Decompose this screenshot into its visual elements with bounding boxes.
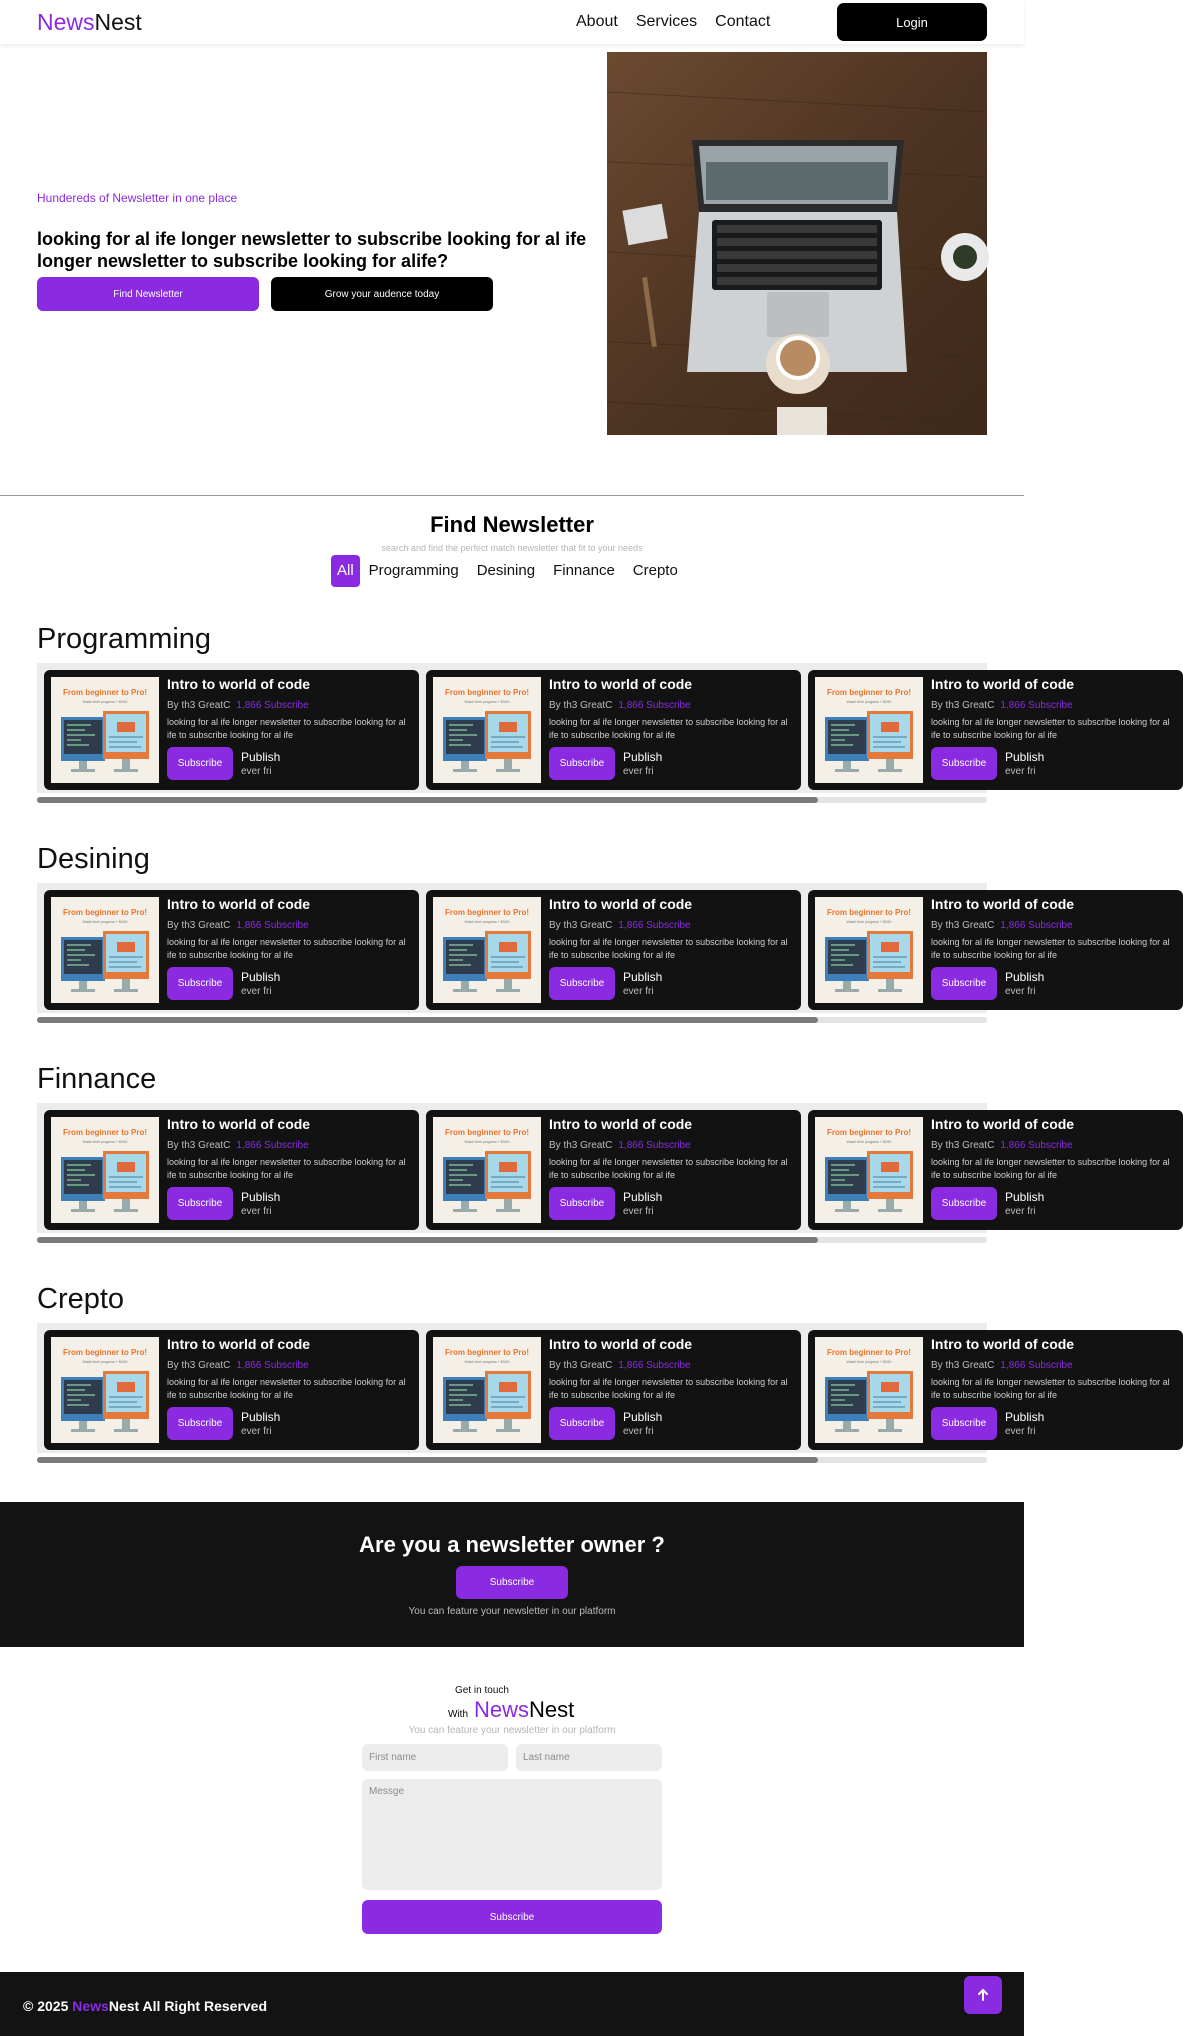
card-subscribe-button[interactable]: Subscribe: [931, 967, 997, 1000]
card-publish-label: Publish: [241, 750, 281, 764]
section-divider: [0, 495, 1024, 496]
newsletter-thumbnail: [51, 1117, 159, 1223]
newsletter-thumbnail: [815, 897, 923, 1003]
thumb-sub: Watch their progress + 80/40: [82, 920, 128, 924]
category-title: Programming: [37, 623, 212, 655]
newsletter-card[interactable]: [808, 670, 1183, 790]
card-publish-label: Publish: [623, 970, 663, 984]
card-publish-label: Publish: [241, 970, 281, 984]
card-subscribe-button[interactable]: Subscribe: [549, 1407, 615, 1440]
category-title: Crepto: [37, 1283, 125, 1315]
card-frequency: ever fri: [623, 1206, 654, 1217]
grow-audience-button[interactable]: Grow your audence today: [271, 277, 493, 311]
card-subscribe-button[interactable]: Subscribe: [167, 747, 233, 780]
owner-title: Are you a newsletter owner ?: [359, 1532, 665, 1557]
filter-crepto[interactable]: Crepto: [632, 562, 678, 579]
thumb-heading: From beginner to Pro!: [63, 688, 147, 697]
login-button[interactable]: Login: [837, 3, 987, 41]
carousel-scrollbar[interactable]: [37, 1017, 987, 1023]
card-title: Intro to world of code: [167, 676, 311, 692]
newsletter-card[interactable]: [808, 890, 1183, 1010]
hero-laptop-image: [607, 52, 987, 435]
card-description: looking for al ife longer newsletter to subscribe looking for al ife to subscribe looking for al ife: [549, 1157, 788, 1180]
card-subscribe-button[interactable]: Subscribe: [549, 747, 615, 780]
card-frequency: ever fri: [1005, 766, 1036, 777]
card-title: Intro to world of code: [931, 676, 1075, 692]
logo-news: News: [37, 9, 95, 35]
contact-subscribe-button[interactable]: Subscribe: [362, 1900, 662, 1934]
card-byline: [549, 1140, 691, 1151]
card-publish-label: Publish: [241, 1410, 281, 1424]
newsletter-carousel[interactable]: [37, 663, 1170, 793]
card-description: looking for al ife longer newsletter to subscribe looking for al ife to subscribe looking for al ife: [931, 1157, 1170, 1180]
thumb-heading: From beginner to Pro!: [63, 908, 147, 917]
card-frequency: ever fri: [1005, 1206, 1036, 1217]
card-frequency: ever fri: [241, 986, 272, 997]
logo[interactable]: [37, 9, 142, 36]
carousel-scrollbar[interactable]: [37, 1237, 987, 1243]
thumb-heading: From beginner to Pro!: [445, 1128, 529, 1137]
card-frequency: ever fri: [241, 766, 272, 777]
card-publish-label: Publish: [1005, 1410, 1045, 1424]
category-title: Desining: [37, 843, 150, 875]
card-frequency: ever fri: [623, 766, 654, 777]
nav-links: [576, 13, 770, 31]
with-label: With: [448, 1709, 468, 1720]
newsletter-carousel[interactable]: [37, 1103, 1170, 1233]
card-description: looking for al ife longer newsletter to subscribe looking for al ife to subscribe looking for al ife: [167, 717, 406, 740]
newsletter-thumbnail: [433, 897, 541, 1003]
carousel-scrollbar[interactable]: [37, 797, 987, 803]
category-desining: [0, 843, 1170, 1033]
filter-all[interactable]: All: [331, 555, 360, 587]
newsletter-card[interactable]: [426, 1110, 801, 1230]
card-author: By th3 GreatC: [549, 700, 613, 711]
thumb-sub: Watch their progress + 80/40: [846, 920, 892, 924]
newsletter-carousel[interactable]: [37, 1323, 1170, 1453]
thumb-heading: From beginner to Pro!: [445, 1348, 529, 1357]
owner-subscribe-button[interactable]: Subscribe: [456, 1566, 568, 1599]
newsletter-card[interactable]: [808, 1330, 1183, 1450]
thumb-sub: Watch their progress + 80/40: [82, 700, 128, 704]
card-author: By th3 GreatC: [167, 1360, 231, 1371]
card-publish-label: Publish: [623, 750, 663, 764]
arrow-up-icon: [976, 1988, 990, 2002]
thumb-sub: Watch their progress + 80/40: [846, 1360, 892, 1364]
newsletter-thumbnail: [815, 677, 923, 783]
thumb-heading: From beginner to Pro!: [827, 688, 911, 697]
newsletter-thumbnail: [51, 1337, 159, 1443]
category-crepto: [0, 1283, 1170, 1473]
card-description: looking for al ife longer newsletter to subscribe looking for al ife to subscribe looking for al ife: [549, 717, 788, 740]
card-subscribe-button[interactable]: Subscribe: [549, 967, 615, 1000]
card-frequency: ever fri: [1005, 1426, 1036, 1437]
thumb-sub: Watch their progress + 80/40: [464, 920, 510, 924]
card-description: looking for al ife longer newsletter to subscribe looking for al ife to subscribe looking for al ife: [167, 1377, 406, 1400]
newsletter-thumbnail: [815, 1337, 923, 1443]
card-author: By th3 GreatC: [931, 1140, 995, 1151]
card-subscribe-button[interactable]: Subscribe: [167, 1407, 233, 1440]
card-title: Intro to world of code: [167, 1336, 311, 1352]
card-subscriber-count: 1,866 Subscribe: [236, 700, 309, 711]
card-subscribe-button[interactable]: Subscribe: [931, 1407, 997, 1440]
newsletter-card[interactable]: [44, 890, 419, 1010]
thumb-heading: From beginner to Pro!: [63, 1128, 147, 1137]
card-title: Intro to world of code: [931, 1116, 1075, 1132]
card-subscriber-count: 1,866 Subscribe: [236, 920, 309, 931]
carousel-scrollbar[interactable]: [37, 1457, 987, 1463]
category-title: Finnance: [37, 1063, 157, 1095]
first-name-field[interactable]: [362, 1744, 508, 1771]
card-subscriber-count: 1,866 Subscribe: [618, 1140, 691, 1151]
newsletter-card[interactable]: [426, 670, 801, 790]
card-publish-label: Publish: [1005, 750, 1045, 764]
newsletter-thumbnail: [51, 897, 159, 1003]
card-byline: [549, 920, 691, 931]
category-programming: [0, 623, 1170, 813]
contact-subtitle: You can feature your newsletter in our platform: [408, 1725, 616, 1736]
card-frequency: ever fri: [623, 986, 654, 997]
card-byline: [931, 920, 1073, 931]
card-subscriber-count: 1,866 Subscribe: [618, 1360, 691, 1371]
nav-link-services[interactable]: Services: [635, 13, 698, 30]
card-author: By th3 GreatC: [167, 700, 231, 711]
thumb-sub: Watch their progress + 80/40: [82, 1360, 128, 1364]
thumb-heading: From beginner to Pro!: [827, 1348, 911, 1357]
message-field[interactable]: [362, 1779, 662, 1890]
card-author: By th3 GreatC: [931, 920, 995, 931]
card-subscriber-count: 1,866 Subscribe: [1000, 1360, 1073, 1371]
card-subscriber-count: 1,866 Subscribe: [236, 1140, 309, 1151]
card-byline: [549, 1360, 691, 1371]
card-author: By th3 GreatC: [549, 920, 613, 931]
find-subtitle: search and find the perfect match newsletter that fit to your needs: [381, 543, 643, 553]
contact-brand-news: News: [474, 1697, 530, 1722]
owner-banner: [0, 1502, 1024, 1647]
contact-brand-row: [448, 1697, 574, 1723]
find-title: Find Newsletter: [430, 512, 594, 537]
newsletter-card[interactable]: [426, 1330, 801, 1450]
card-publish-label: Publish: [623, 1190, 663, 1204]
card-title: Intro to world of code: [549, 896, 693, 912]
thumb-sub: Watch their progress + 80/40: [464, 1360, 510, 1364]
card-publish-label: Publish: [623, 1410, 663, 1424]
card-byline: [931, 700, 1073, 711]
card-subscribe-button[interactable]: Subscribe: [167, 967, 233, 1000]
newsletter-card[interactable]: [44, 670, 419, 790]
contact-brand-nest: Nest: [529, 1697, 575, 1722]
hero-tagline: Hundereds of Newsletter in one place: [37, 191, 238, 205]
scrollbar-thumb[interactable]: [37, 1237, 818, 1243]
scrollbar-thumb[interactable]: [37, 797, 818, 803]
card-title: Intro to world of code: [549, 676, 693, 692]
thumb-sub: Watch their progress + 80/40: [464, 700, 510, 704]
category-filters: [331, 555, 687, 587]
newsletter-thumbnail: [433, 1337, 541, 1443]
card-description: looking for al ife longer newsletter to subscribe looking for al ife to subscribe looking for al ife: [167, 937, 406, 960]
scroll-top-button[interactable]: [964, 1976, 1002, 2014]
scrollbar-thumb[interactable]: [37, 1457, 818, 1463]
card-subscribe-button[interactable]: Subscribe: [931, 747, 997, 780]
card-publish-label: Publish: [1005, 1190, 1045, 1204]
thumb-sub: Watch their progress + 80/40: [82, 1140, 128, 1144]
card-frequency: ever fri: [1005, 986, 1036, 997]
card-title: Intro to world of code: [549, 1116, 693, 1132]
card-frequency: ever fri: [241, 1206, 272, 1217]
scrollbar-thumb[interactable]: [37, 1017, 818, 1023]
card-author: By th3 GreatC: [549, 1140, 613, 1151]
card-byline: [167, 1360, 309, 1371]
card-frequency: ever fri: [623, 1426, 654, 1437]
filter-desining[interactable]: Desining: [476, 562, 536, 579]
logo-nest: Nest: [94, 9, 142, 35]
card-byline: [549, 700, 691, 711]
card-byline: [167, 1140, 309, 1151]
card-byline: [167, 920, 309, 931]
copyright-suffix: Nest All Right Reserved: [108, 1998, 268, 2014]
card-author: By th3 GreatC: [167, 920, 231, 931]
copyright-brand-news: News: [72, 1998, 109, 2014]
card-title: Intro to world of code: [167, 1116, 311, 1132]
card-author: By th3 GreatC: [931, 700, 995, 711]
copyright-prefix: © 2025: [23, 1998, 73, 2014]
card-author: By th3 GreatC: [167, 1140, 231, 1151]
thumb-heading: From beginner to Pro!: [445, 688, 529, 697]
category-finnance: [0, 1063, 1170, 1253]
card-frequency: ever fri: [241, 1426, 272, 1437]
card-subscribe-button[interactable]: Subscribe: [549, 1187, 615, 1220]
card-subscriber-count: 1,866 Subscribe: [236, 1360, 309, 1371]
newsletter-card[interactable]: [44, 1110, 419, 1230]
contact-brand: [474, 1697, 574, 1723]
hero-title: looking for al ife longer newsletter to subscribe looking for al ife longer newsletter to subscribe looking for alife?: [37, 229, 587, 271]
card-subscribe-button[interactable]: Subscribe: [167, 1187, 233, 1220]
footer: [0, 1972, 1024, 2036]
card-title: Intro to world of code: [931, 1336, 1075, 1352]
thumb-sub: Watch their progress + 80/40: [846, 700, 892, 704]
newsletter-thumbnail: [433, 677, 541, 783]
nav-link-about[interactable]: About: [576, 13, 618, 30]
newsletter-thumbnail: [51, 677, 159, 783]
copyright: [23, 1998, 267, 2014]
card-subscriber-count: 1,866 Subscribe: [1000, 700, 1073, 711]
thumb-heading: From beginner to Pro!: [827, 908, 911, 917]
card-description: looking for al ife longer newsletter to subscribe looking for al ife to subscribe looking for al ife: [931, 717, 1170, 740]
card-description: looking for al ife longer newsletter to subscribe looking for al ife to subscribe looking for al ife: [549, 1377, 788, 1400]
card-title: Intro to world of code: [549, 1336, 693, 1352]
newsletter-card[interactable]: [44, 1330, 419, 1450]
card-subscriber-count: 1,866 Subscribe: [618, 700, 691, 711]
thumb-heading: From beginner to Pro!: [827, 1128, 911, 1137]
card-publish-label: Publish: [1005, 970, 1045, 984]
card-subscriber-count: 1,866 Subscribe: [618, 920, 691, 931]
find-newsletter-button[interactable]: Find Newsletter: [37, 277, 259, 311]
get-in-touch-label: Get in touch: [455, 1685, 509, 1696]
card-byline: [931, 1140, 1073, 1151]
newsletter-thumbnail: [433, 1117, 541, 1223]
thumb-heading: From beginner to Pro!: [63, 1348, 147, 1357]
thumb-sub: Watch their progress + 80/40: [464, 1140, 510, 1144]
top-nav: [0, 0, 1024, 44]
newsletter-card[interactable]: [808, 1110, 1183, 1230]
owner-subtitle: You can feature your newsletter in our platform: [408, 1606, 616, 1617]
card-subscriber-count: 1,866 Subscribe: [1000, 1140, 1073, 1151]
newsletter-card[interactable]: [426, 890, 801, 1010]
card-byline: [167, 700, 309, 711]
card-publish-label: Publish: [241, 1190, 281, 1204]
card-description: looking for al ife longer newsletter to subscribe looking for al ife to subscribe looking for al ife: [549, 937, 788, 960]
card-description: looking for al ife longer newsletter to subscribe looking for al ife to subscribe looking for al ife: [931, 937, 1170, 960]
card-subscriber-count: 1,866 Subscribe: [1000, 920, 1073, 931]
newsletter-thumbnail: [815, 1117, 923, 1223]
card-title: Intro to world of code: [931, 896, 1075, 912]
card-author: By th3 GreatC: [549, 1360, 613, 1371]
card-title: Intro to world of code: [167, 896, 311, 912]
thumb-heading: From beginner to Pro!: [445, 908, 529, 917]
card-author: By th3 GreatC: [931, 1360, 995, 1371]
card-subscribe-button[interactable]: Subscribe: [931, 1187, 997, 1220]
card-description: looking for al ife longer newsletter to subscribe looking for al ife to subscribe looking for al ife: [931, 1377, 1170, 1400]
last-name-field[interactable]: [516, 1744, 662, 1771]
newsletter-carousel[interactable]: [37, 883, 1170, 1013]
nav-link-contact[interactable]: Contact: [715, 13, 771, 30]
thumb-sub: Watch their progress + 80/40: [846, 1140, 892, 1144]
filter-finnance[interactable]: Finnance: [553, 562, 615, 579]
card-description: looking for al ife longer newsletter to subscribe looking for al ife to subscribe looking for al ife: [167, 1157, 406, 1180]
filter-programming[interactable]: Programming: [368, 562, 459, 579]
card-byline: [931, 1360, 1073, 1371]
